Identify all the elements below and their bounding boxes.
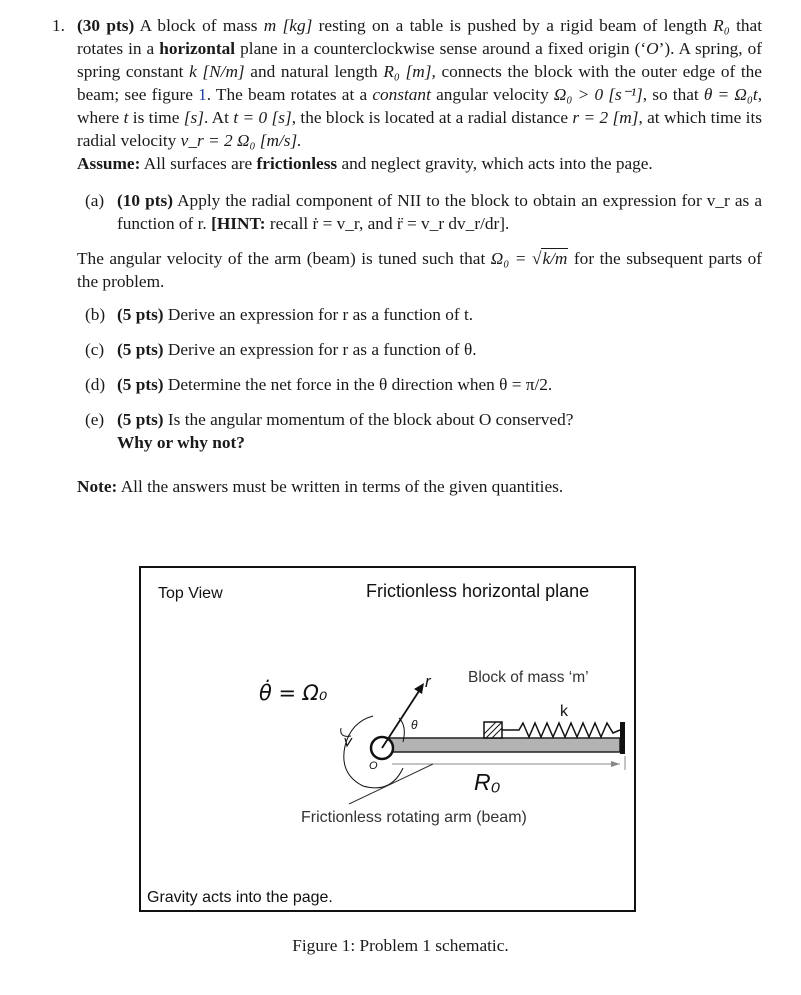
arm-label: Frictionless rotating arm (beam) — [301, 809, 527, 826]
problem-statement — [77, 14, 762, 152]
math-mass: m [kg] — [263, 16, 313, 35]
part-label: (b) — [85, 305, 106, 324]
r-label: r — [425, 672, 431, 691]
stmt-text: plane in a counterclockwise sense around a fixed origin (‘ — [240, 39, 647, 58]
top-view-label: Top View — [158, 585, 223, 602]
assume-line — [77, 152, 762, 175]
part-points: (5 pts) — [117, 340, 164, 359]
plane-label: Frictionless horizontal plane — [366, 581, 590, 601]
parts-list-a — [77, 189, 762, 235]
part-a — [77, 189, 762, 235]
stmt-text: A block of mass — [139, 16, 258, 35]
stmt-text: ’). A spring, of spring constant — [77, 39, 762, 81]
R0-arrowhead — [611, 761, 620, 767]
rotation-arrowhead — [345, 738, 352, 746]
schematic-drawing — [141, 568, 634, 910]
part-points: (5 pts) — [117, 305, 164, 324]
math-k: k [N/m] — [189, 62, 245, 81]
spring — [502, 723, 620, 737]
stmt-text: , where — [77, 85, 763, 127]
math-omega-cond: Ω₀ > 0 [s⁻¹] — [553, 85, 643, 104]
part-label: (c) — [85, 340, 105, 359]
schematic-figure — [139, 566, 636, 912]
R0-label: R₀ — [474, 769, 501, 795]
note-text: All the answers must be written in terms of the given quantities. — [120, 477, 564, 496]
omega-annotation: θ̇ = Ω₀ — [259, 681, 328, 705]
part-label: (d) — [85, 375, 106, 394]
stmt-text: , at which time its radial velocity — [77, 108, 762, 150]
assume-bold: frictionless — [256, 154, 338, 173]
math-t0: t = 0 [s] — [233, 108, 292, 127]
stmt-bold-horizontal: horizontal — [159, 39, 236, 58]
math-R0-m: R₀ [m], — [383, 62, 436, 81]
theta-label: θ — [411, 718, 418, 732]
stmt-text: and natural length — [250, 62, 378, 81]
part-points: (10 pts) — [117, 191, 173, 210]
problem-number: 1. — [52, 16, 65, 35]
problem-1 — [52, 14, 762, 498]
tuned-text: for the subsequent parts of the problem. — [77, 249, 762, 291]
part-label: (a) — [85, 191, 105, 210]
tuned-text: The angular velocity of the arm (beam) is tuned such that — [77, 249, 486, 268]
assume-text: All surfaces are — [143, 154, 253, 173]
math-theta-eq: θ = Ω₀t — [703, 85, 758, 104]
part-e — [77, 408, 762, 454]
part-points: (5 pts) — [117, 410, 164, 429]
stmt-text: that rotates in a — [77, 16, 762, 58]
beam — [386, 738, 620, 752]
part-text: Derive an expression for r as a function of t. — [167, 305, 474, 324]
block-label: Block of mass ‘m’ — [468, 669, 589, 686]
math-R0: R₀ — [713, 16, 730, 35]
part-label: (e) — [85, 410, 105, 429]
note-line — [77, 475, 762, 498]
math-sqrt-km: k/m — [542, 249, 568, 268]
figure-caption: Figure 1: Problem 1 schematic. — [292, 936, 509, 955]
part-c — [77, 338, 762, 361]
stmt-text: , the block is located at a radial distance — [291, 108, 569, 127]
assume-label: Assume: — [77, 154, 141, 173]
stmt-text: is time — [132, 108, 180, 127]
hint-label: [HINT: — [211, 214, 266, 233]
math-t: t — [123, 108, 129, 127]
stmt-text: resting on a table is pushed by a rigid beam of length — [318, 16, 707, 35]
stmt-text: connects the block with the outer edge of the beam; see figure — [77, 62, 762, 104]
stmt-text: . The beam rotates at a — [206, 85, 368, 104]
k-label: k — [560, 703, 568, 720]
part-text: Apply the radial component of NII to the block to obtain an expression for v_r as a function of r. — [117, 191, 763, 233]
math-r2: r = 2 [m] — [572, 108, 639, 127]
note-label: Note: — [77, 477, 118, 496]
problem-points: (30 pts) — [77, 16, 135, 35]
arm-leader-line — [349, 764, 433, 804]
stmt-text: angular velocity — [436, 85, 549, 104]
stmt-text: , so that — [642, 85, 699, 104]
beam-end-plate — [620, 722, 625, 754]
part-text: Determine the net force in the θ direction when θ = π/2. — [167, 375, 553, 394]
stmt-text: . At — [203, 108, 229, 127]
part-text: Is the angular momentum of the block about O conserved? — [167, 410, 574, 429]
hint-text: recall ṙ = v_r, and r̈ = v_r dv_r/dr]. — [269, 214, 510, 233]
part-points: (5 pts) — [117, 375, 164, 394]
part-e-bold: Why or why not? — [117, 433, 245, 452]
parts-list-b-e — [77, 303, 762, 454]
tuned-paragraph: The angular velocity of the arm (beam) is tuned such that Ω₀ = √k/m for the subsequent parts of the problem. — [77, 249, 762, 291]
gravity-label: Gravity acts into the page. — [147, 889, 333, 906]
stmt-italic-constant: constant — [372, 85, 431, 104]
figure-link[interactable]: 1 — [198, 85, 207, 104]
math-omega: Ω₀ = — [490, 249, 527, 268]
math-vr-eq: v_r = 2 Ω₀ [m/s]. — [180, 131, 302, 150]
assume-text: and neglect gravity, which acts into the page. — [341, 154, 653, 173]
math-O: O — [646, 39, 659, 58]
part-d — [77, 373, 762, 396]
part-b — [77, 303, 762, 326]
part-text: Derive an expression for r as a function of θ. — [167, 340, 477, 359]
origin-label: O — [369, 760, 378, 772]
math-s-unit: [s] — [183, 108, 204, 127]
